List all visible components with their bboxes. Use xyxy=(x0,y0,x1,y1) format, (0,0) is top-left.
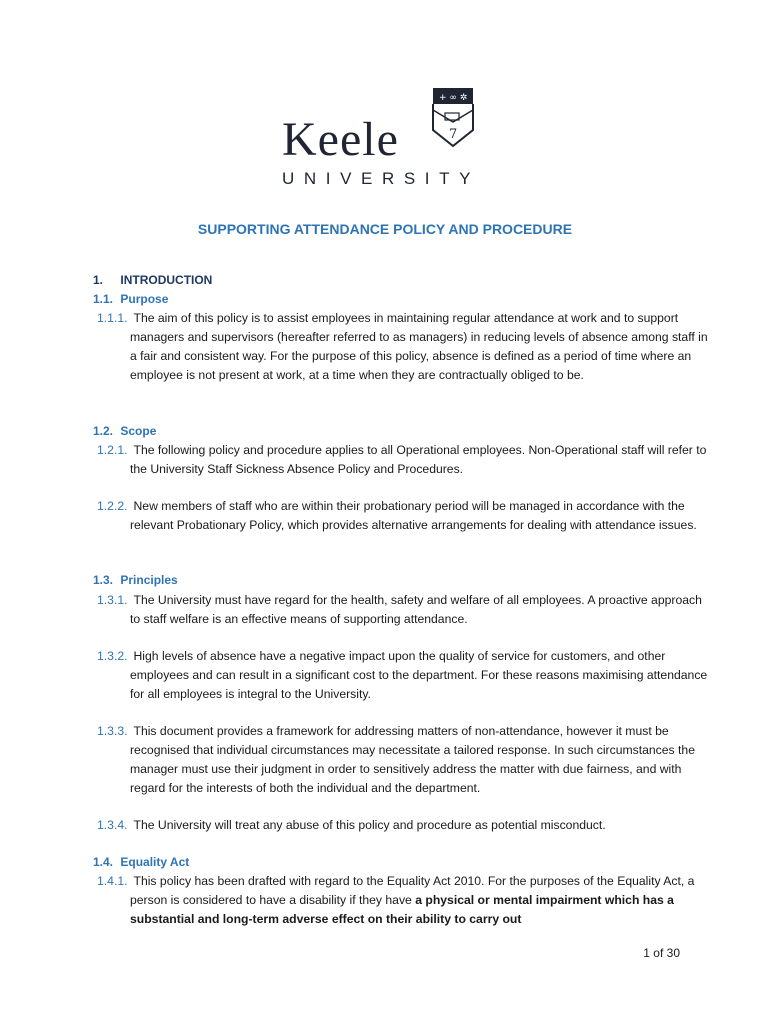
paragraph-text: The aim of this policy is to assist employees in maintaining regular attendance at work and to support managers and supervisors (hereafter referred to as managers) in reducing levels of absence among staff in a fair and consistent way. For the purpose of this policy, absence is defined as a period of time where an employee is not present at work, at a time when they are contractually obliged to be. xyxy=(130,311,708,382)
paragraph-text: High levels of absence have a negative impact upon the quality of service for customers, and other employees and can result in a significant cost to the department. For these reasons maximising attendance for all employees is integral to the University. xyxy=(130,649,708,701)
heading-number: 1.1. xyxy=(93,292,114,306)
svg-text:+ ∞ ✲: + ∞ ✲ xyxy=(439,93,468,103)
heading-label: Equality Act xyxy=(120,855,190,869)
paragraph-1-2-2 xyxy=(97,497,715,535)
paragraph-1-3-3 xyxy=(97,722,715,798)
paragraph-1-3-2 xyxy=(97,647,715,704)
paragraph-text: The University will treat any abuse of this policy and procedure as potential misconduct. xyxy=(133,818,606,832)
paragraph-number: 1.3.2. xyxy=(97,649,128,663)
logo-wordmark: Keele xyxy=(282,113,399,166)
paragraph-1-1-1 xyxy=(97,309,715,385)
paragraph-number: 1.3.1. xyxy=(97,593,128,607)
paragraph-1-2-1 xyxy=(97,441,715,479)
keele-university-logo xyxy=(282,86,492,190)
paragraph-text: New members of staff who are within their probationary period will be managed in accordance with the relevant Probationary Policy, which provides alternative arrangements for dealing with attendance issues. xyxy=(130,499,697,532)
heading-number: 1.2. xyxy=(93,424,114,438)
heading-label: INTRODUCTION xyxy=(120,273,213,287)
heading-introduction xyxy=(93,273,212,287)
paragraph-text: The University must have regard for the health, safety and welfare of all employees. A proactive approach to staff welfare is an effective means of supporting attendance. xyxy=(130,593,702,626)
paragraph-number: 1.2.1. xyxy=(97,443,128,457)
shield-icon xyxy=(430,86,476,156)
heading-number: 1.3. xyxy=(93,573,114,587)
paragraph-bold-text: a physical or mental impairment which has a substantial and long-term adverse effect on their ability to carry out xyxy=(130,893,674,926)
heading-label: Scope xyxy=(120,424,157,438)
heading-scope xyxy=(93,424,156,438)
document-title: SUPPORTING ATTENDANCE POLICY AND PROCEDURE xyxy=(197,221,573,237)
heading-number: 1. xyxy=(93,273,104,287)
heading-number: 1.4. xyxy=(93,855,114,869)
paragraph-text: This document provides a framework for addressing matters of non-attendance, however it must be recognised that individual circumstances may necessitate a tailored response. In such circumstances the manager must use their judgment in order to sensitively address the matter with due fairness, and with regard for the interests of both the individual and the department. xyxy=(130,724,695,795)
paragraph-1-3-4 xyxy=(97,816,715,835)
paragraph-1-3-1 xyxy=(97,591,715,629)
paragraph-number: 1.3.4. xyxy=(97,818,128,832)
heading-principles xyxy=(93,573,178,587)
heading-equality-act xyxy=(93,855,189,869)
heading-label: Purpose xyxy=(120,292,169,306)
logo-subtitle: UNIVERSITY xyxy=(282,169,481,188)
paragraph-number: 1.4.1. xyxy=(97,874,128,888)
heading-purpose xyxy=(93,292,168,306)
paragraph-number: 1.1.1. xyxy=(97,311,128,325)
paragraph-number: 1.3.3. xyxy=(97,724,128,738)
paragraph-text: The following policy and procedure applies to all Operational employees. Non-Operational staff will refer to the University Staff Sickness Absence Policy and Procedures. xyxy=(130,443,707,476)
paragraph-text: This policy has been drafted with regard to the Equality Act 2010. For the purposes of the Equality Act, a person is considered to have a disability if they have xyxy=(130,874,695,907)
heading-label: Principles xyxy=(120,573,178,587)
page-number: 1 of 30 xyxy=(643,946,680,960)
paragraph-1-4-1 xyxy=(97,872,715,929)
paragraph-number: 1.2.2. xyxy=(97,499,128,513)
svg-text:7: 7 xyxy=(449,127,458,142)
